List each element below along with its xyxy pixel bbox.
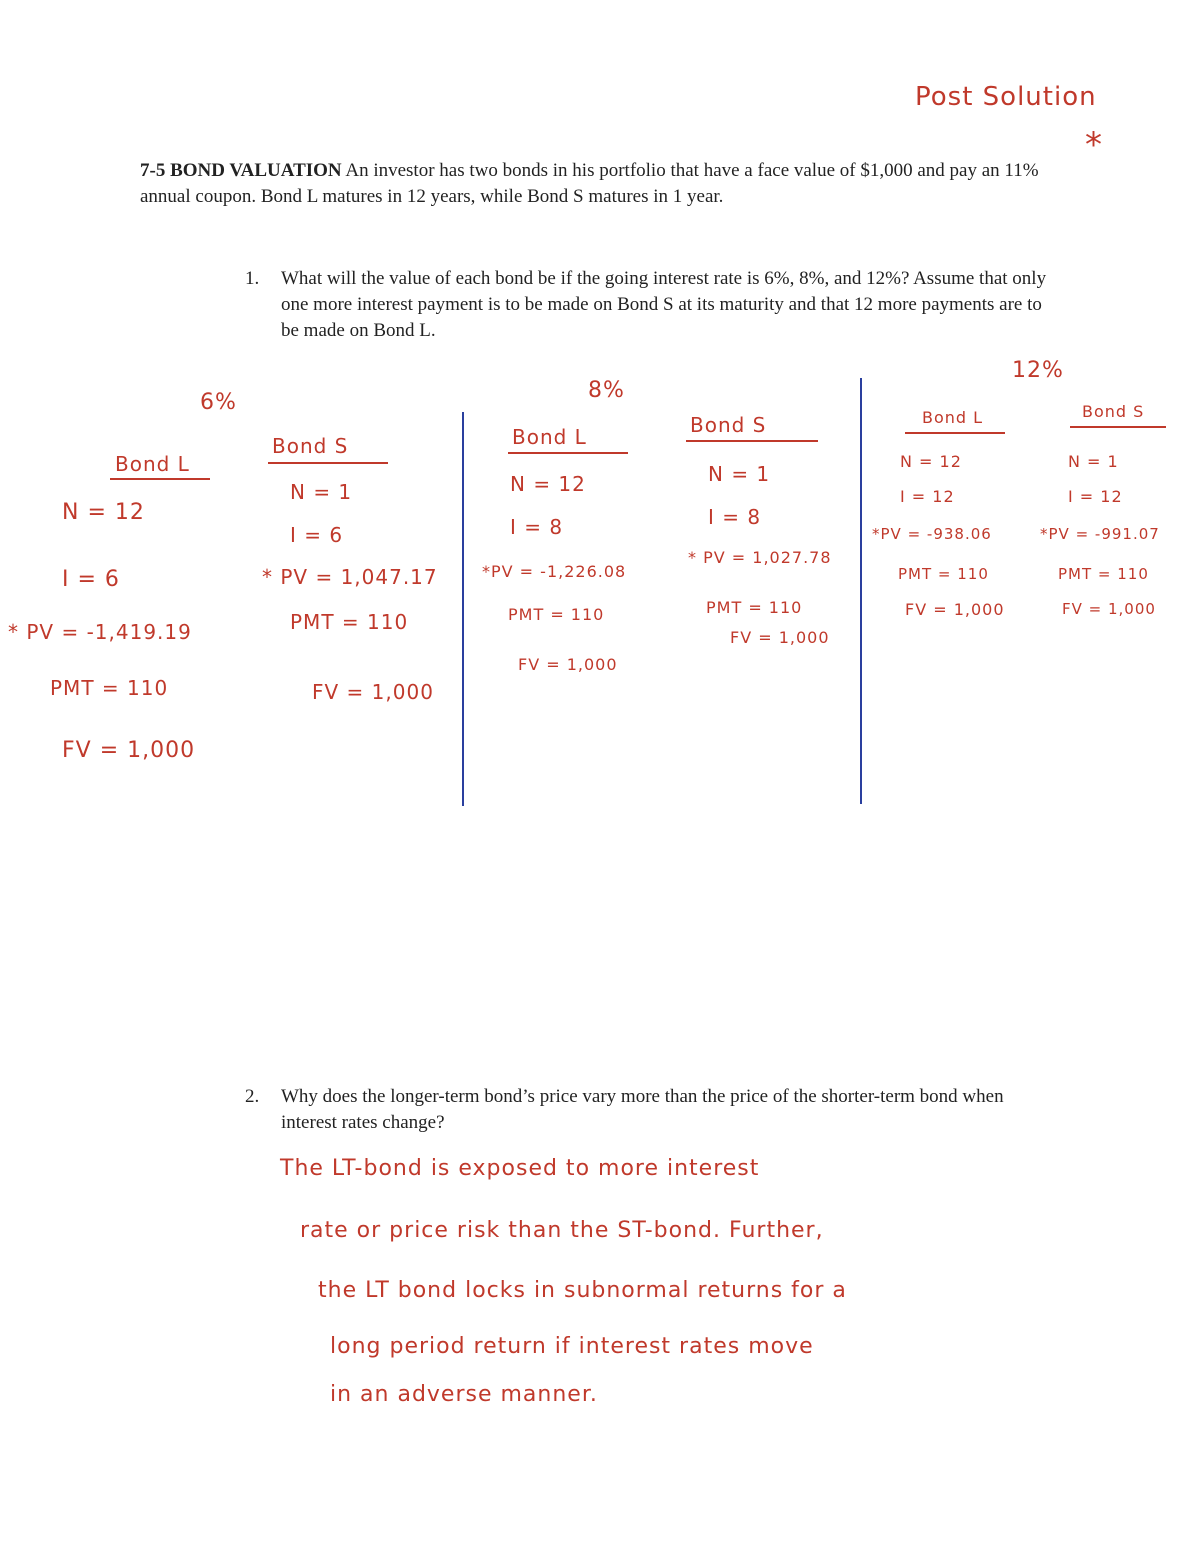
- bond-l-n: N = 12: [900, 452, 962, 471]
- bond-l-underline: [110, 478, 210, 480]
- bond-s-title: Bond S: [690, 413, 767, 437]
- divider-6-8: [462, 412, 464, 806]
- bond-l-underline: [508, 452, 628, 454]
- bond-l-pv: *PV = -1,226.08: [482, 562, 627, 581]
- bond-l-pmt: PMT = 110: [50, 676, 169, 700]
- bond-l-i: I = 6: [62, 567, 120, 592]
- bond-s-i: I = 8: [708, 505, 762, 529]
- bond-l-pmt: PMT = 110: [508, 605, 605, 624]
- bond-l-title: Bond L: [115, 452, 190, 476]
- bond-s-n: N = 1: [290, 480, 353, 504]
- star-mark: *: [1085, 125, 1103, 165]
- bond-s-pv: *PV = -991.07: [1040, 525, 1160, 543]
- bond-s-pmt: PMT = 110: [1058, 565, 1149, 583]
- bond-s-pv: * PV = 1,047.17: [262, 565, 438, 589]
- bond-s-fv: FV = 1,000: [312, 680, 434, 704]
- bond-l-title: Bond L: [922, 408, 984, 427]
- bond-l-n: N = 12: [62, 500, 145, 525]
- divider-8-12: [860, 378, 862, 804]
- answer-line-2: rate or price risk than the ST-bond. Further,: [300, 1218, 824, 1243]
- bond-l-title: Bond L: [512, 425, 587, 449]
- bond-l-fv: FV = 1,000: [518, 655, 618, 674]
- bond-l-pv: * PV = -1,419.19: [8, 620, 192, 644]
- answer-line-5: in an adverse manner.: [330, 1382, 598, 1407]
- bond-s-underline: [686, 440, 818, 442]
- bond-s-pmt: PMT = 110: [290, 610, 409, 634]
- bond-l-fv: FV = 1,000: [905, 600, 1005, 619]
- bond-s-fv: FV = 1,000: [1062, 600, 1156, 618]
- bond-s-title: Bond S: [272, 434, 349, 458]
- bond-l-i: I = 8: [510, 515, 564, 539]
- bond-s-i: I = 12: [1068, 487, 1123, 506]
- bond-s-pv: * PV = 1,027.78: [688, 548, 832, 567]
- question-2-text: Why does the longer-term bond’s price vary more than the price of the shorter-term bond when interest rates change?: [281, 1086, 1004, 1133]
- question-1-text: What will the value of each bond be if the going interest rate is 6%, 8%, and 12%? Assume that only one more interest payment is to be made on Bond S at its maturity and that 12 more payments are to be made on Bond L.: [281, 268, 1047, 341]
- rate-6-label: 6%: [200, 390, 237, 415]
- answer-line-3: the LT bond locks in subnormal returns for a: [318, 1278, 847, 1303]
- bond-l-pv: *PV = -938.06: [872, 525, 992, 543]
- bond-s-pmt: PMT = 110: [706, 598, 803, 617]
- problem-text: An investor has two bonds in his portfolio that have a face value of $1,000 and pay an 11% annual coupon. Bond L matures in 12 years, while Bond S matures in 1 year.: [140, 160, 1039, 207]
- bond-s-i: I = 6: [290, 523, 344, 547]
- answer-line-4: long period return if interest rates move: [330, 1334, 814, 1359]
- bond-s-underline: [268, 462, 388, 464]
- answer-line-1: The LT-bond is exposed to more interest: [280, 1156, 760, 1181]
- bond-s-n: N = 1: [708, 462, 771, 486]
- problem-statement: [140, 158, 1040, 210]
- bond-l-pmt: PMT = 110: [898, 565, 989, 583]
- bond-s-title: Bond S: [1082, 402, 1145, 421]
- question-2-number: 2.: [245, 1086, 260, 1107]
- bond-l-fv: FV = 1,000: [62, 738, 196, 763]
- rate-12-label: 12%: [1012, 358, 1064, 383]
- rate-8-label: 8%: [588, 378, 625, 403]
- bond-l-underline: [905, 432, 1005, 434]
- bond-l-i: I = 12: [900, 487, 955, 506]
- bond-s-fv: FV = 1,000: [730, 628, 830, 647]
- bond-s-underline: [1070, 426, 1166, 428]
- question-1-number: 1.: [245, 268, 260, 289]
- bond-s-n: N = 1: [1068, 452, 1119, 471]
- problem-label: 7-5 BOND VALUATION: [140, 160, 342, 181]
- post-solution-note: Post Solution: [915, 82, 1097, 112]
- bond-l-n: N = 12: [510, 472, 586, 496]
